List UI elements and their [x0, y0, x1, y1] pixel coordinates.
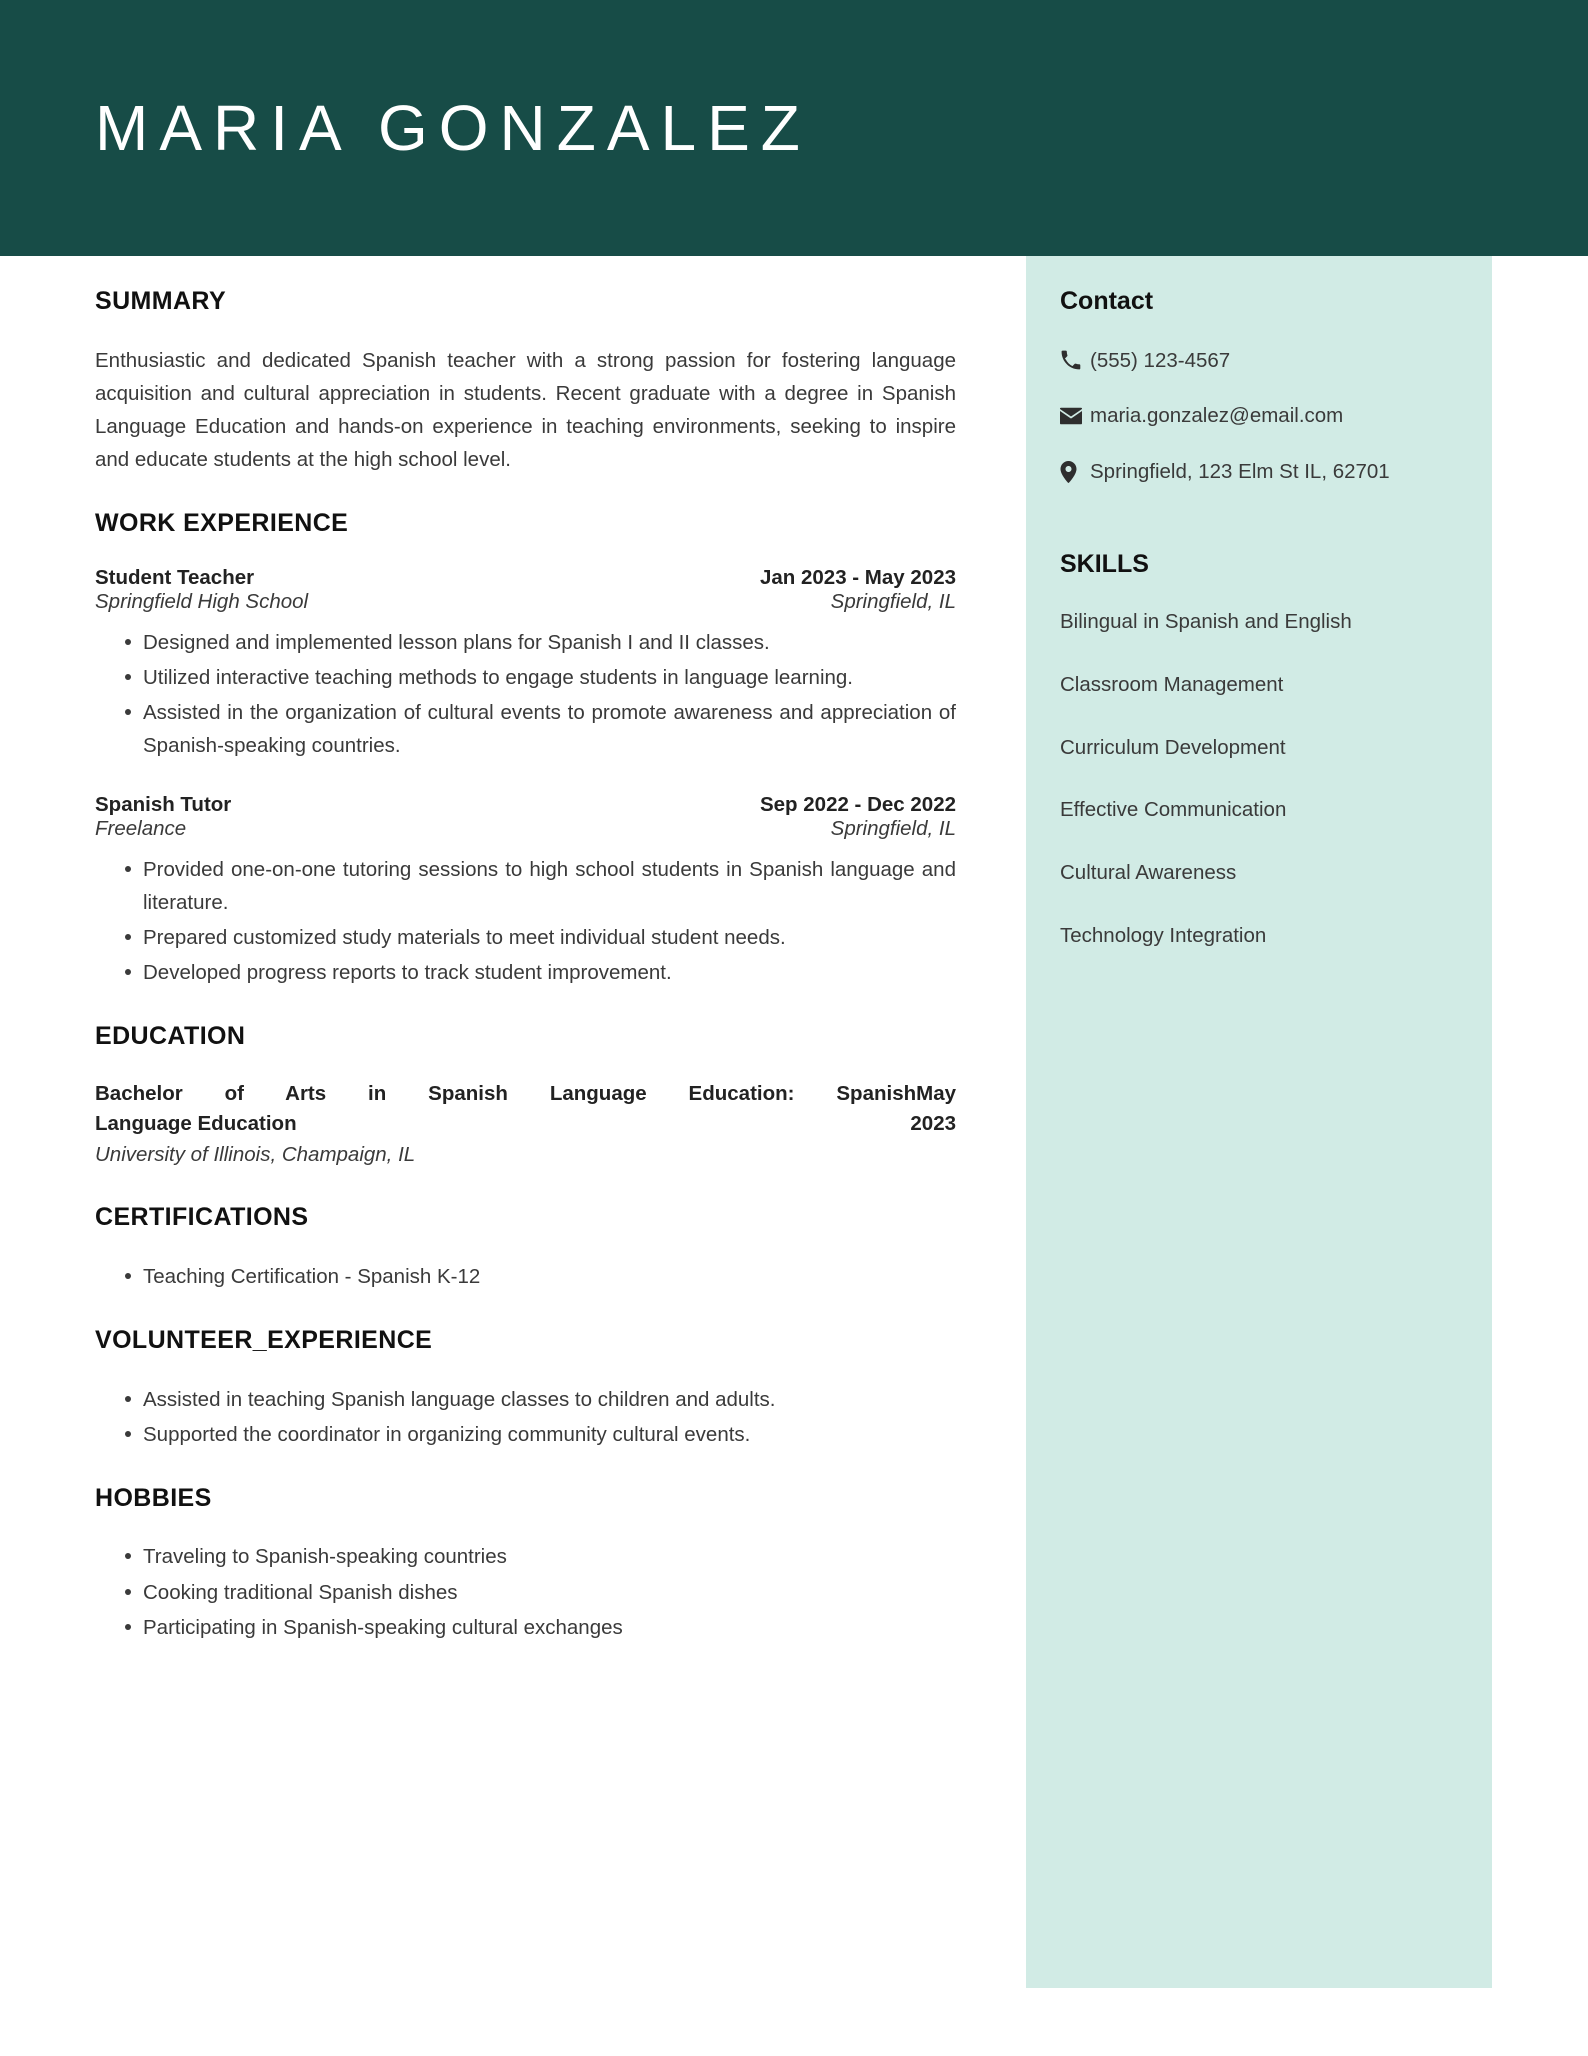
- list-item: Participating in Spanish-speaking cultural exchanges: [125, 1611, 956, 1644]
- section-work-experience: [95, 510, 956, 989]
- list-item: Effective Communication: [1060, 798, 1287, 822]
- job-location: Springfield, IL: [830, 589, 956, 613]
- hobbies-heading: HOBBIES: [95, 1483, 212, 1512]
- section-summary: [95, 288, 956, 476]
- section-certifications: [95, 1204, 956, 1293]
- job-location: Springfield, IL: [830, 816, 956, 840]
- resume-header-banner: [0, 0, 1588, 256]
- page-title: MARIA GONZALEZ: [95, 92, 811, 164]
- contact-email-row: [1060, 401, 1444, 431]
- section-skills: [1060, 551, 1444, 951]
- work-experience-heading: WORK EXPERIENCE: [95, 509, 349, 538]
- job-bullet-list: [95, 853, 956, 990]
- education-degree-line-2-row: [95, 1109, 956, 1139]
- certifications-heading: CERTIFICATIONS: [95, 1203, 309, 1232]
- job-company: Springfield High School: [95, 589, 309, 613]
- contact-heading: Contact: [1060, 287, 1154, 315]
- job-title-row: [95, 793, 956, 817]
- list-item: Utilized interactive teaching methods to engage students in language learning.: [125, 661, 956, 694]
- job-bullet-list: [95, 626, 956, 763]
- main-column: [0, 256, 1026, 1678]
- list-item: Designed and implemented lesson plans for Spanish I and II classes.: [125, 626, 956, 659]
- job-company-row: [95, 590, 956, 614]
- phone-icon: [1060, 346, 1090, 371]
- contact-address-row: [1060, 457, 1444, 487]
- list-item: Assisted in the organization of cultural events to promote awareness and appreciation of Spanish-speaking countries.: [125, 696, 956, 762]
- list-item: Curriculum Development: [1060, 735, 1286, 759]
- list-item: Supported the coordinator in organizing community cultural events.: [125, 1418, 956, 1451]
- list-item: Developed progress reports to track student improvement.: [125, 956, 956, 989]
- list-item: Cultural Awareness: [1060, 860, 1237, 884]
- envelope-icon: [1060, 401, 1090, 427]
- contact-phone-row: [1060, 346, 1444, 376]
- summary-text: Enthusiastic and dedicated Spanish teacher with a strong passion for fostering language acquisition and cultural appreciation in students. Recent graduate with a degree in Spanish Language Education and hands-on experience in teaching environments, seeking to inspire and educate students at the high school level.: [95, 348, 956, 472]
- education-heading: EDUCATION: [95, 1022, 246, 1051]
- list-item: Prepared customized study materials to meet individual student needs.: [125, 921, 956, 954]
- education-school: University of Illinois, Champaign, IL: [95, 1142, 416, 1166]
- job-title: Spanish Tutor: [95, 792, 232, 816]
- certifications-list: [95, 1260, 956, 1293]
- job-title-row: [95, 566, 956, 590]
- volunteer-experience-heading: VOLUNTEER_EXPERIENCE: [95, 1326, 433, 1355]
- section-education: [95, 1023, 956, 1170]
- skills-heading: SKILLS: [1060, 549, 1149, 578]
- section-hobbies: [95, 1485, 956, 1644]
- section-contact: [1060, 288, 1444, 487]
- sidebar-spacer: [1060, 513, 1444, 551]
- list-item: Traveling to Spanish-speaking countries: [125, 1540, 956, 1573]
- job-dates: Sep 2022 - Dec 2022: [759, 792, 956, 816]
- sidebar: [1026, 256, 1492, 1988]
- job-title: Student Teacher: [95, 565, 255, 589]
- resume-body: [0, 256, 1588, 1988]
- list-item: Classroom Management: [1060, 672, 1284, 696]
- job-company: Freelance: [95, 816, 187, 840]
- list-item: Cooking traditional Spanish dishes: [125, 1576, 956, 1609]
- skills-list: [1060, 608, 1444, 950]
- job-dates: Jan 2023 - May 2023: [759, 565, 956, 589]
- education-date: 2023: [910, 1112, 956, 1136]
- section-volunteer-experience: [95, 1327, 956, 1451]
- volunteer-experience-list: [95, 1383, 956, 1451]
- job-entry: [95, 566, 956, 763]
- contact-address: Springfield, 123 Elm St IL, 62701: [1090, 459, 1390, 483]
- contact-phone: (555) 123-4567: [1090, 348, 1231, 372]
- list-item: Bilingual in Spanish and English: [1060, 610, 1352, 634]
- job-company-row: [95, 817, 956, 841]
- education-degree-line-2: Language Education: [95, 1112, 297, 1136]
- summary-heading: SUMMARY: [95, 287, 227, 315]
- list-item: Teaching Certification - Spanish K-12: [125, 1260, 956, 1293]
- education-degree-line-1: Bachelor of Arts in Spanish Language Education: SpanishMay: [95, 1081, 956, 1105]
- map-pin-icon: [1060, 457, 1090, 483]
- list-item: Technology Integration: [1060, 923, 1267, 947]
- list-item: Provided one-on-one tutoring sessions to high school students in Spanish language and literature.: [125, 853, 956, 919]
- hobbies-list: [95, 1540, 956, 1644]
- list-item: Assisted in teaching Spanish language classes to children and adults.: [125, 1383, 956, 1416]
- contact-email: maria.gonzalez@email.com: [1090, 404, 1344, 428]
- job-entry: [95, 793, 956, 990]
